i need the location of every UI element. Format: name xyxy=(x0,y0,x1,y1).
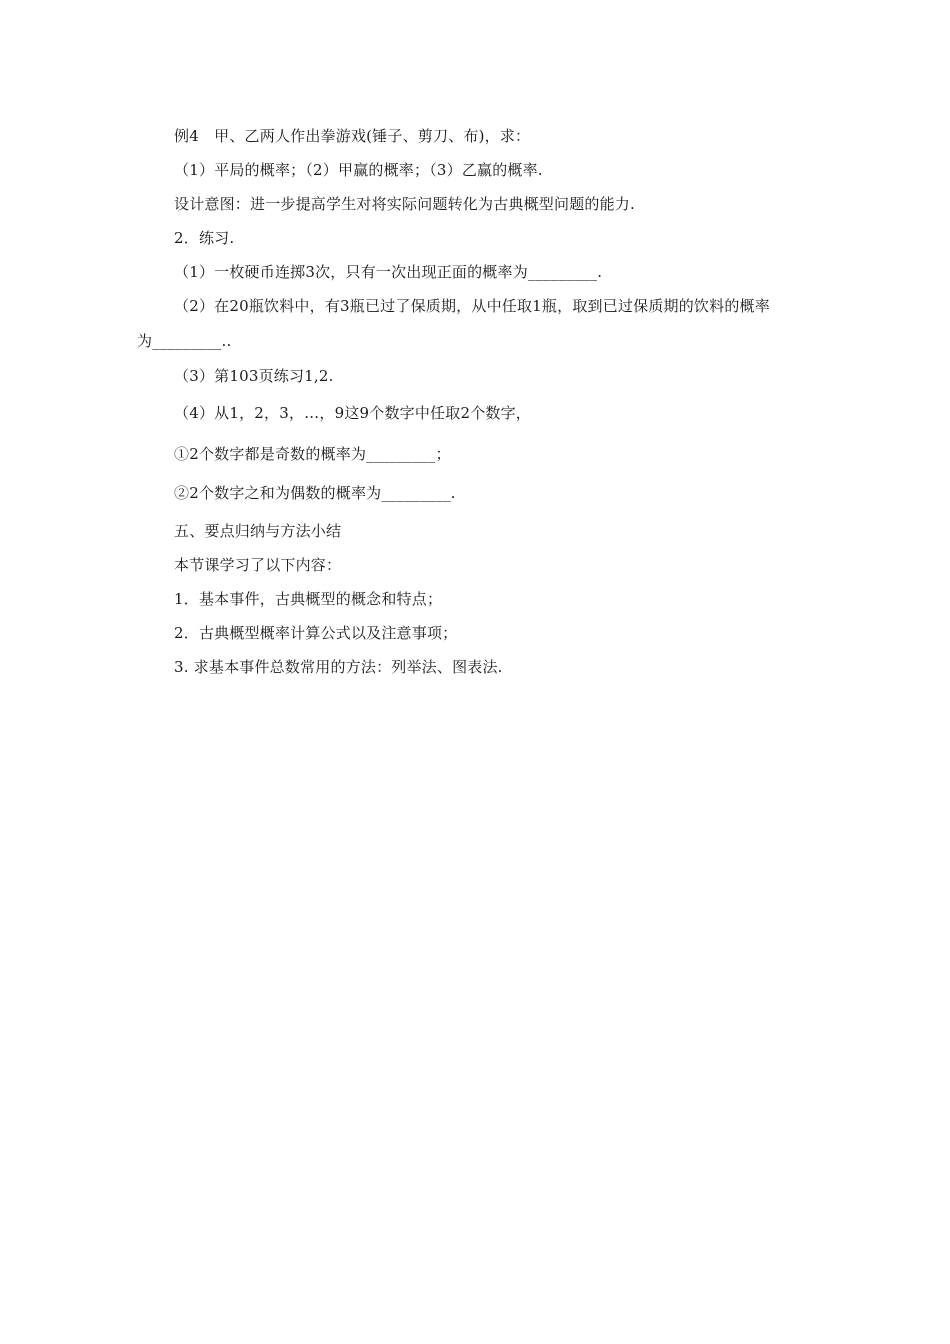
exercise-2-continued: 为_________.. xyxy=(137,332,232,350)
exercise-2: （2）在20瓶饮料中，有3瓶已过了保质期，从中任取1瓶，取到已过保质期的饮料的概率 xyxy=(174,297,770,315)
design-intent: 设计意图：进一步提高学生对将实际问题转化为古典概型问题的能力. xyxy=(174,195,635,213)
exercise-1: （1）一枚硬币连掷3次，只有一次出现正面的概率为_________. xyxy=(174,263,603,281)
exercise-4: （4）从1，2，3，…，9这9个数字中任取2个数字， xyxy=(174,404,532,422)
example-4-heading: 例4 甲、乙两人作出拳游戏(锤子、剪刀、布)，求： xyxy=(174,127,531,145)
summary-item-2: 2．古典概型概率计算公式以及注意事项； xyxy=(174,624,458,642)
summary-intro: 本节课学习了以下内容： xyxy=(174,556,342,574)
summary-item-3: 3. 求基本事件总数常用的方法：列举法、图表法. xyxy=(174,658,503,676)
example-4-questions: （1）平局的概率；（2）甲赢的概率；（3）乙赢的概率. xyxy=(174,161,543,179)
exercise-4-part-2: ②2个数字之和为偶数的概率为_________. xyxy=(174,484,456,502)
exercise-3: （3）第103页练习1,2. xyxy=(174,367,334,385)
summary-item-1: 1．基本事件，古典概型的概念和特点； xyxy=(174,590,443,608)
exercise-4-part-1: ①2个数字都是奇数的概率为_________； xyxy=(174,445,451,463)
section-5-heading: 五、要点归纳与方法小结 xyxy=(174,522,342,540)
exercise-heading: 2．练习. xyxy=(174,229,235,247)
